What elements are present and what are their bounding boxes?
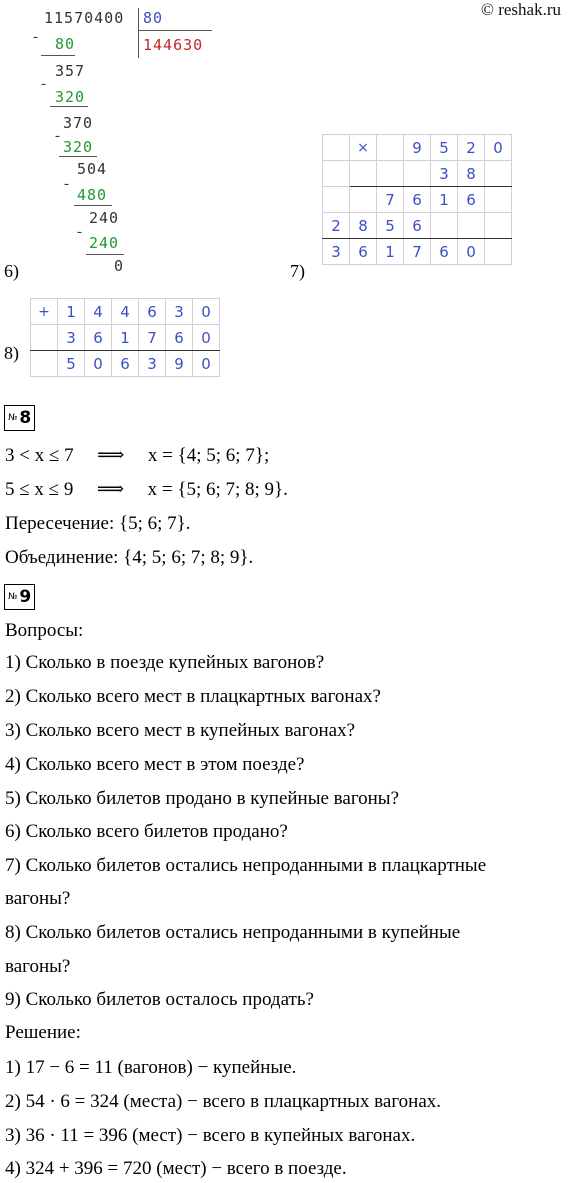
grid-cell: 9 xyxy=(166,351,193,377)
grid-cell xyxy=(458,213,485,239)
grid-cell: 6 xyxy=(166,325,193,351)
question-line: 7) Сколько билетов остались непроданными в плацкартные xyxy=(5,855,487,876)
grid-cell: 5 xyxy=(58,351,85,377)
grid-cell: 2 xyxy=(323,213,350,239)
set-row-2 xyxy=(5,478,288,501)
task-9-badge xyxy=(4,584,35,610)
grid-cell: 6 xyxy=(139,299,166,325)
set-row-1 xyxy=(5,444,269,467)
grid-cell: 7 xyxy=(377,187,404,213)
set-1: x = {4; 5; 6; 7}; xyxy=(147,445,270,466)
grid-cell xyxy=(431,213,458,239)
number-sign: № xyxy=(8,413,18,423)
number-sign: № xyxy=(8,592,18,602)
grid-cell: 0 xyxy=(193,325,220,351)
division-step: 240 xyxy=(89,234,120,252)
multiplication-grid xyxy=(322,134,512,265)
union-line: Объединение: {4; 5; 6; 7; 8; 9}. xyxy=(5,547,254,568)
task-8-number: 8 xyxy=(19,408,32,428)
division-step: 240 xyxy=(89,209,120,227)
grid-cell xyxy=(323,161,350,187)
grid-cell: 6 xyxy=(404,187,431,213)
solution-line: 4) 324 + 396 = 720 (мест) − всего в поезде. xyxy=(5,1158,347,1179)
minus-sign: - xyxy=(41,76,46,92)
grid-cell: 9 xyxy=(404,135,431,161)
solution-title: Решение: xyxy=(5,1022,81,1043)
grid-cell: 5 xyxy=(377,213,404,239)
question-line: 9) Сколько билетов осталось продать? xyxy=(5,989,314,1010)
grid-cell: 6 xyxy=(85,325,112,351)
question-line: вагоны? xyxy=(5,888,71,909)
solution-line: 2) 54 · 6 = 324 (места) − всего в плацкартных вагонах. xyxy=(5,1091,442,1112)
grid-cell: 8 xyxy=(458,161,485,187)
question-line: вагоны? xyxy=(5,956,71,977)
task-9-number: 9 xyxy=(19,587,32,607)
grid-cell xyxy=(31,351,58,377)
grid-cell xyxy=(485,239,512,265)
task-8-badge xyxy=(4,405,35,431)
implies-arrow: ⟹ xyxy=(97,445,125,466)
solution-line: 3) 36 · 11 = 396 (мест) − всего в купейных вагонах. xyxy=(5,1125,416,1146)
division-underline xyxy=(50,106,88,107)
minus-sign: - xyxy=(33,29,38,45)
grid-cell: 4 xyxy=(112,299,139,325)
grid-cell: 6 xyxy=(458,187,485,213)
grid-cell xyxy=(350,187,377,213)
grid-cell xyxy=(350,161,377,187)
label-7: 7) xyxy=(290,261,305,281)
division-underline xyxy=(86,254,124,255)
grid-cell: 3 xyxy=(58,325,85,351)
grid-cell xyxy=(377,161,404,187)
divisor: 80 xyxy=(143,9,164,27)
set-2: x = {5; 6; 7; 8; 9}. xyxy=(147,479,288,500)
inequality-2: 5 ≤ x ≤ 9 xyxy=(5,479,74,500)
question-line: 8) Сколько билетов остались непроданными в купейные xyxy=(5,922,461,943)
minus-sign: - xyxy=(64,176,69,192)
grid-cell: 0 xyxy=(193,299,220,325)
questions-title: Вопросы: xyxy=(5,620,84,641)
minus-sign: - xyxy=(77,224,82,240)
grid-cell: 7 xyxy=(404,239,431,265)
grid-cell: 6 xyxy=(350,239,377,265)
grid-cell xyxy=(485,213,512,239)
plus-sign: + xyxy=(31,299,58,325)
grid-cell: 8 xyxy=(350,213,377,239)
quotient: 144630 xyxy=(143,36,204,54)
grid-cell: 7 xyxy=(139,325,166,351)
grid-cell: 1 xyxy=(58,299,85,325)
grid-cell: 0 xyxy=(485,135,512,161)
grid-cell xyxy=(31,325,58,351)
grid-cell xyxy=(485,187,512,213)
grid-cell: 6 xyxy=(431,239,458,265)
grid-cell: 3 xyxy=(139,351,166,377)
division-underline xyxy=(41,55,75,56)
grid-cell xyxy=(485,161,512,187)
question-line: 1) Сколько в поезде купейных вагонов? xyxy=(5,652,325,673)
grid-cell: 5 xyxy=(431,135,458,161)
label-6: 6) xyxy=(4,261,19,281)
division-step: 370 xyxy=(63,114,94,132)
grid-cell: 0 xyxy=(85,351,112,377)
grid-cell: 2 xyxy=(458,135,485,161)
question-line: 6) Сколько всего билетов продано? xyxy=(5,821,288,842)
division-step: 480 xyxy=(77,186,108,204)
multiply-sign: × xyxy=(350,135,377,161)
watermark: © reshak.ru xyxy=(481,0,561,19)
division-step: 80 xyxy=(55,35,76,53)
question-line: 3) Сколько всего мест в купейных вагонах? xyxy=(5,720,356,741)
grid-cell: 0 xyxy=(458,239,485,265)
question-line: 4) Сколько всего мест в этом поезде? xyxy=(5,754,305,775)
grid-cell: 6 xyxy=(112,351,139,377)
grid-cell: 4 xyxy=(85,299,112,325)
grid-cell xyxy=(323,135,350,161)
addition-grid xyxy=(30,298,220,377)
grid-cell: 3 xyxy=(323,239,350,265)
division-step: 357 xyxy=(55,62,86,80)
division-step: 320 xyxy=(63,138,94,156)
division-step: 320 xyxy=(55,88,86,106)
question-line: 5) Сколько билетов продано в купейные вагоны? xyxy=(5,788,399,809)
dividend: 11570400 xyxy=(44,9,125,27)
division-underline xyxy=(59,156,97,157)
division-bar-vertical xyxy=(138,8,139,58)
minus-sign: - xyxy=(55,128,60,144)
solution-line: 1) 17 − 6 = 11 (вагонов) − купейные. xyxy=(5,1057,297,1078)
intersection-line: Пересечение: {5; 6; 7}. xyxy=(5,513,191,534)
label-8: 8) xyxy=(4,343,19,363)
division-bar-horizontal xyxy=(138,30,212,31)
grid-cell: 1 xyxy=(377,239,404,265)
grid-cell: 6 xyxy=(404,213,431,239)
grid-cell xyxy=(377,135,404,161)
grid-cell: 1 xyxy=(431,187,458,213)
grid-cell: 1 xyxy=(112,325,139,351)
grid-cell xyxy=(323,187,350,213)
grid-cell: 0 xyxy=(193,351,220,377)
implies-arrow: ⟹ xyxy=(96,479,125,500)
grid-cell: 3 xyxy=(166,299,193,325)
division-step: 0 xyxy=(114,257,125,275)
inequality-1: 3 < x ≤ 7 xyxy=(5,445,74,466)
question-line: 2) Сколько всего мест в плацкартных вагонах? xyxy=(5,686,381,707)
grid-cell: 3 xyxy=(431,161,458,187)
grid-cell xyxy=(404,161,431,187)
division-underline xyxy=(74,205,112,206)
division-step: 504 xyxy=(77,160,108,178)
